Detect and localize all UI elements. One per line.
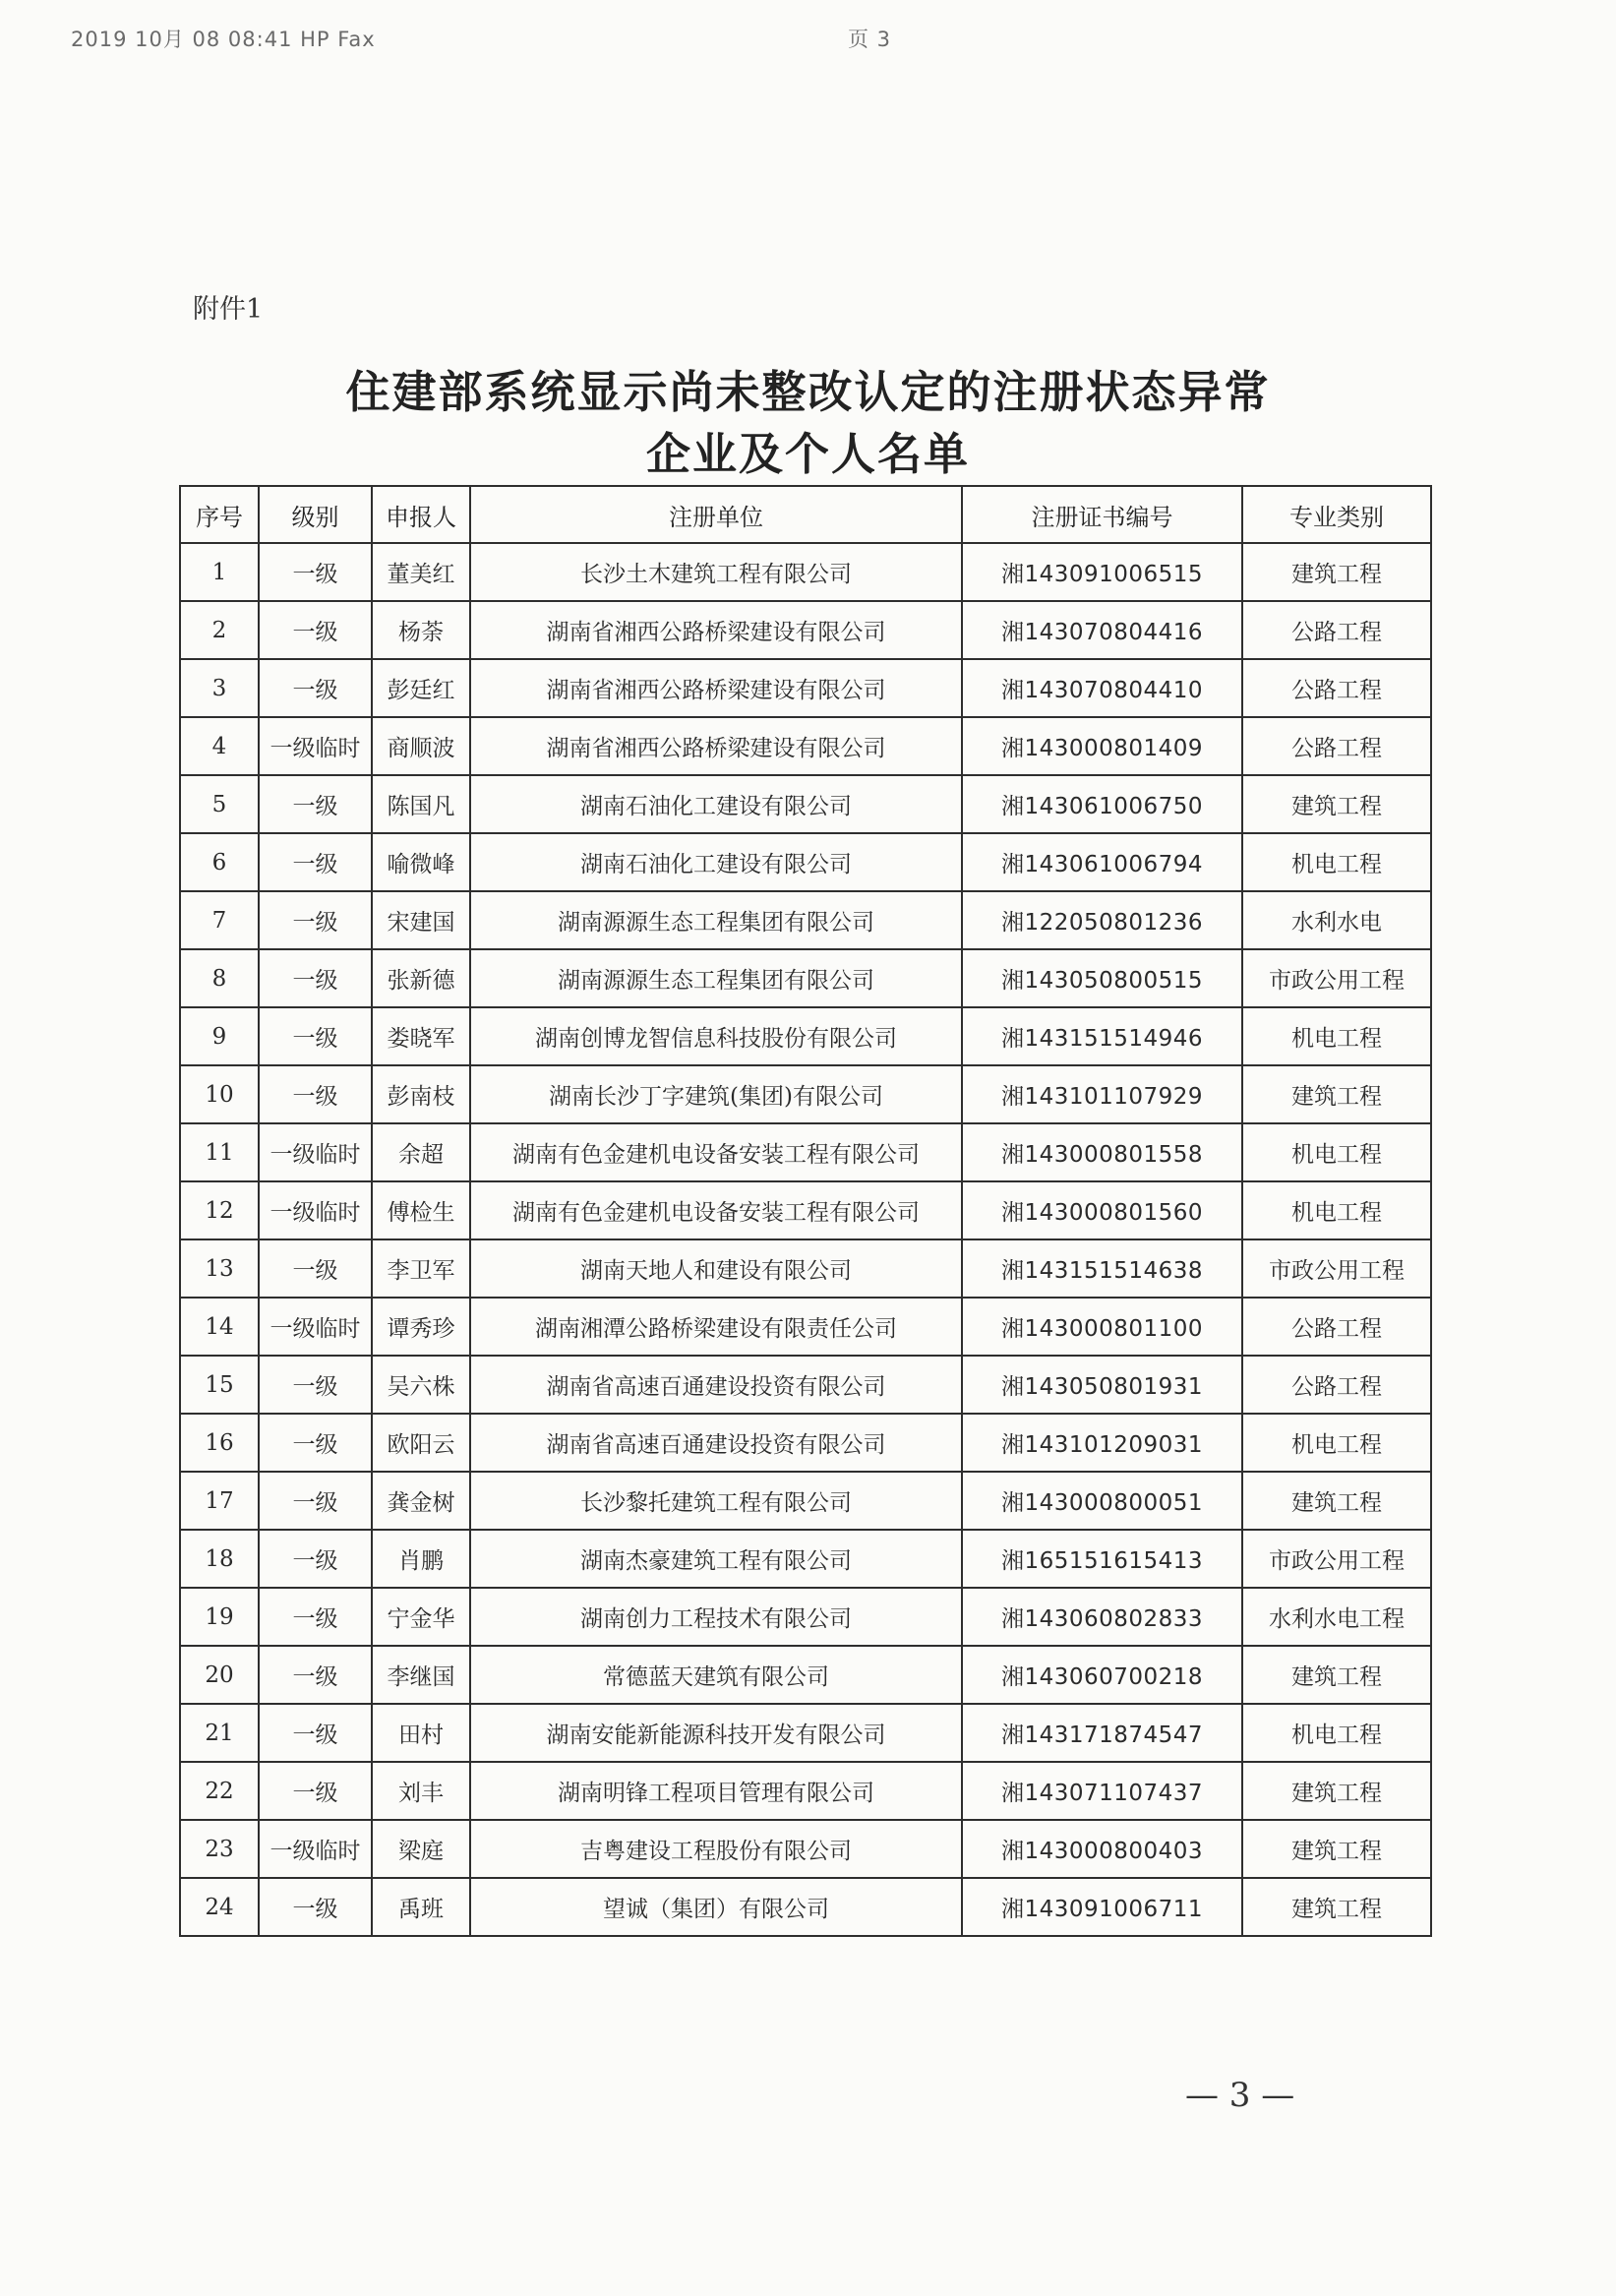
cell-level: 一级 xyxy=(259,891,372,949)
cell-no: 6 xyxy=(180,833,259,891)
table-row xyxy=(180,1820,1431,1878)
cell-cert: 湘165151615413 xyxy=(962,1530,1242,1588)
cell-no: 18 xyxy=(180,1530,259,1588)
table-row xyxy=(180,1646,1431,1704)
table-row xyxy=(180,1007,1431,1065)
cell-no: 13 xyxy=(180,1239,259,1298)
cell-unit: 湖南石油化工建设有限公司 xyxy=(470,775,962,833)
page-number: — 3 — xyxy=(1185,2076,1295,2115)
cell-no: 17 xyxy=(180,1472,259,1530)
header-cell-no: 序号 xyxy=(180,486,259,543)
cell-category: 公路工程 xyxy=(1242,717,1431,775)
cell-level: 一级 xyxy=(259,1239,372,1298)
header-cell-cert: 注册证书编号 xyxy=(962,486,1242,543)
cell-level: 一级 xyxy=(259,601,372,659)
table-row xyxy=(180,1704,1431,1762)
cell-name: 彭廷红 xyxy=(372,659,470,717)
cell-level: 一级 xyxy=(259,1878,372,1936)
cell-name: 宁金华 xyxy=(372,1588,470,1646)
cell-unit: 湖南安能新能源科技开发有限公司 xyxy=(470,1704,962,1762)
cell-cert: 湘143060802833 xyxy=(962,1588,1242,1646)
cell-name: 杨荼 xyxy=(372,601,470,659)
cell-cert: 湘143000800051 xyxy=(962,1472,1242,1530)
attachment-label: 附件1 xyxy=(193,294,264,325)
cell-name: 董美红 xyxy=(372,543,470,601)
table-row xyxy=(180,543,1431,601)
cell-category: 公路工程 xyxy=(1242,1356,1431,1414)
cell-name: 娄晓军 xyxy=(372,1007,470,1065)
cell-unit: 长沙土木建筑工程有限公司 xyxy=(470,543,962,601)
table-row xyxy=(180,833,1431,891)
cell-level: 一级 xyxy=(259,1065,372,1123)
cell-cert: 湘143000801409 xyxy=(962,717,1242,775)
cell-unit: 湖南省湘西公路桥梁建设有限公司 xyxy=(470,717,962,775)
table-row xyxy=(180,1181,1431,1239)
registration-table xyxy=(179,485,1432,1937)
cell-unit: 湖南省湘西公路桥梁建设有限公司 xyxy=(470,601,962,659)
cell-no: 24 xyxy=(180,1878,259,1936)
table-header xyxy=(180,486,1431,543)
cell-no: 15 xyxy=(180,1356,259,1414)
cell-category: 建筑工程 xyxy=(1242,775,1431,833)
table-row xyxy=(180,775,1431,833)
table-row xyxy=(180,1472,1431,1530)
cell-category: 建筑工程 xyxy=(1242,1820,1431,1878)
fax-page-label: 页 3 xyxy=(848,28,892,51)
table-row xyxy=(180,1298,1431,1356)
cell-no: 1 xyxy=(180,543,259,601)
cell-level: 一级临时 xyxy=(259,1820,372,1878)
table-row xyxy=(180,1356,1431,1414)
cell-no: 19 xyxy=(180,1588,259,1646)
cell-level: 一级 xyxy=(259,1530,372,1588)
cell-category: 机电工程 xyxy=(1242,833,1431,891)
cell-unit: 湖南有色金建机电设备安装工程有限公司 xyxy=(470,1123,962,1181)
cell-level: 一级临时 xyxy=(259,1123,372,1181)
cell-level: 一级临时 xyxy=(259,717,372,775)
cell-category: 水利水电工程 xyxy=(1242,1588,1431,1646)
cell-category: 市政公用工程 xyxy=(1242,949,1431,1007)
cell-category: 建筑工程 xyxy=(1242,1065,1431,1123)
cell-cert: 湘143000801100 xyxy=(962,1298,1242,1356)
table-row xyxy=(180,1239,1431,1298)
cell-name: 肖鹏 xyxy=(372,1530,470,1588)
cell-name: 欧阳云 xyxy=(372,1414,470,1472)
cell-unit: 湖南创力工程技术有限公司 xyxy=(470,1588,962,1646)
cell-name: 刘丰 xyxy=(372,1762,470,1820)
header-row xyxy=(180,486,1431,543)
header-cell-name: 申报人 xyxy=(372,486,470,543)
table-row xyxy=(180,949,1431,1007)
cell-level: 一级 xyxy=(259,1704,372,1762)
cell-cert: 湘143070804416 xyxy=(962,601,1242,659)
cell-no: 21 xyxy=(180,1704,259,1762)
cell-unit: 湖南天地人和建设有限公司 xyxy=(470,1239,962,1298)
cell-no: 14 xyxy=(180,1298,259,1356)
table-row xyxy=(180,601,1431,659)
cell-cert: 湘143091006711 xyxy=(962,1878,1242,1936)
cell-level: 一级 xyxy=(259,1007,372,1065)
cell-unit: 湖南长沙丁字建筑(集团)有限公司 xyxy=(470,1065,962,1123)
cell-no: 23 xyxy=(180,1820,259,1878)
cell-name: 李卫军 xyxy=(372,1239,470,1298)
cell-level: 一级 xyxy=(259,1356,372,1414)
header-cell-category: 专业类别 xyxy=(1242,486,1431,543)
cell-no: 22 xyxy=(180,1762,259,1820)
cell-unit: 常德蓝天建筑有限公司 xyxy=(470,1646,962,1704)
cell-cert: 湘143101209031 xyxy=(962,1414,1242,1472)
cell-cert: 湘143151514946 xyxy=(962,1007,1242,1065)
table-row xyxy=(180,1414,1431,1472)
document-title-line2: 企业及个人名单 xyxy=(645,428,970,480)
cell-category: 机电工程 xyxy=(1242,1123,1431,1181)
cell-cert: 湘143091006515 xyxy=(962,543,1242,601)
cell-unit: 湖南省湘西公路桥梁建设有限公司 xyxy=(470,659,962,717)
cell-category: 机电工程 xyxy=(1242,1007,1431,1065)
table-row xyxy=(180,1065,1431,1123)
cell-unit: 湖南有色金建机电设备安装工程有限公司 xyxy=(470,1181,962,1239)
cell-name: 喻微峰 xyxy=(372,833,470,891)
cell-level: 一级 xyxy=(259,1762,372,1820)
cell-unit: 湖南明锋工程项目管理有限公司 xyxy=(470,1762,962,1820)
cell-category: 机电工程 xyxy=(1242,1704,1431,1762)
cell-name: 梁庭 xyxy=(372,1820,470,1878)
table-row xyxy=(180,717,1431,775)
cell-cert: 湘143061006794 xyxy=(962,833,1242,891)
cell-no: 7 xyxy=(180,891,259,949)
cell-level: 一级 xyxy=(259,659,372,717)
cell-cert: 湘143050801931 xyxy=(962,1356,1242,1414)
cell-category: 建筑工程 xyxy=(1242,1878,1431,1936)
cell-name: 宋建国 xyxy=(372,891,470,949)
cell-no: 16 xyxy=(180,1414,259,1472)
cell-no: 20 xyxy=(180,1646,259,1704)
cell-name: 谭秀珍 xyxy=(372,1298,470,1356)
cell-cert: 湘143171874547 xyxy=(962,1704,1242,1762)
cell-unit: 湖南杰豪建筑工程有限公司 xyxy=(470,1530,962,1588)
cell-category: 公路工程 xyxy=(1242,601,1431,659)
cell-level: 一级 xyxy=(259,833,372,891)
cell-unit: 湖南湘潭公路桥梁建设有限责任公司 xyxy=(470,1298,962,1356)
cell-unit: 吉粤建设工程股份有限公司 xyxy=(470,1820,962,1878)
cell-level: 一级 xyxy=(259,543,372,601)
cell-unit: 湖南省高速百通建设投资有限公司 xyxy=(470,1414,962,1472)
cell-cert: 湘143000801560 xyxy=(962,1181,1242,1239)
cell-category: 机电工程 xyxy=(1242,1414,1431,1472)
cell-name: 商顺波 xyxy=(372,717,470,775)
table-row xyxy=(180,1762,1431,1820)
cell-category: 市政公用工程 xyxy=(1242,1530,1431,1588)
cell-category: 公路工程 xyxy=(1242,659,1431,717)
cell-level: 一级 xyxy=(259,1646,372,1704)
cell-name: 张新德 xyxy=(372,949,470,1007)
cell-category: 建筑工程 xyxy=(1242,1472,1431,1530)
cell-unit: 湖南石油化工建设有限公司 xyxy=(470,833,962,891)
table-row xyxy=(180,1588,1431,1646)
table-row xyxy=(180,659,1431,717)
cell-category: 公路工程 xyxy=(1242,1298,1431,1356)
cell-category: 建筑工程 xyxy=(1242,543,1431,601)
cell-unit: 湖南源源生态工程集团有限公司 xyxy=(470,891,962,949)
cell-level: 一级 xyxy=(259,1414,372,1472)
cell-category: 水利水电 xyxy=(1242,891,1431,949)
table-row xyxy=(180,1878,1431,1936)
cell-cert: 湘122050801236 xyxy=(962,891,1242,949)
cell-unit: 望诚（集团）有限公司 xyxy=(470,1878,962,1936)
cell-cert: 湘143060700218 xyxy=(962,1646,1242,1704)
cell-name: 禹班 xyxy=(372,1878,470,1936)
cell-cert: 湘143151514638 xyxy=(962,1239,1242,1298)
cell-level: 一级 xyxy=(259,949,372,1007)
document-title-line1: 住建部系统显示尚未整改认定的注册状态异常 xyxy=(345,366,1271,418)
cell-name: 李继国 xyxy=(372,1646,470,1704)
cell-unit: 长沙黎托建筑工程有限公司 xyxy=(470,1472,962,1530)
cell-cert: 湘143000801558 xyxy=(962,1123,1242,1181)
cell-category: 建筑工程 xyxy=(1242,1762,1431,1820)
cell-name: 田村 xyxy=(372,1704,470,1762)
cell-no: 2 xyxy=(180,601,259,659)
table-row xyxy=(180,1123,1431,1181)
cell-level: 一级临时 xyxy=(259,1181,372,1239)
cell-no: 11 xyxy=(180,1123,259,1181)
cell-name: 傅检生 xyxy=(372,1181,470,1239)
fax-header xyxy=(71,24,892,53)
cell-category: 市政公用工程 xyxy=(1242,1239,1431,1298)
cell-name: 陈国凡 xyxy=(372,775,470,833)
cell-cert: 湘143000800403 xyxy=(962,1820,1242,1878)
cell-name: 余超 xyxy=(372,1123,470,1181)
cell-unit: 湖南创博龙智信息科技股份有限公司 xyxy=(470,1007,962,1065)
cell-level: 一级 xyxy=(259,1588,372,1646)
cell-category: 机电工程 xyxy=(1242,1181,1431,1239)
cell-category: 建筑工程 xyxy=(1242,1646,1431,1704)
cell-cert: 湘143101107929 xyxy=(962,1065,1242,1123)
cell-no: 12 xyxy=(180,1181,259,1239)
cell-no: 9 xyxy=(180,1007,259,1065)
cell-no: 8 xyxy=(180,949,259,1007)
fax-datetime: 2019 10月 08 08:41 HP Fax xyxy=(71,28,376,51)
cell-level: 一级 xyxy=(259,1472,372,1530)
cell-name: 彭南枝 xyxy=(372,1065,470,1123)
cell-level: 一级 xyxy=(259,775,372,833)
cell-cert: 湘143071107437 xyxy=(962,1762,1242,1820)
cell-level: 一级临时 xyxy=(259,1298,372,1356)
cell-unit: 湖南源源生态工程集团有限公司 xyxy=(470,949,962,1007)
header-cell-unit: 注册单位 xyxy=(470,486,962,543)
cell-cert: 湘143070804410 xyxy=(962,659,1242,717)
table-body xyxy=(180,543,1431,1936)
cell-cert: 湘143050800515 xyxy=(962,949,1242,1007)
cell-no: 3 xyxy=(180,659,259,717)
header-cell-level: 级别 xyxy=(259,486,372,543)
cell-no: 5 xyxy=(180,775,259,833)
cell-name: 吴六株 xyxy=(372,1356,470,1414)
cell-no: 10 xyxy=(180,1065,259,1123)
table-row xyxy=(180,1530,1431,1588)
table-row xyxy=(180,891,1431,949)
cell-cert: 湘143061006750 xyxy=(962,775,1242,833)
cell-unit: 湖南省高速百通建设投资有限公司 xyxy=(470,1356,962,1414)
cell-no: 4 xyxy=(180,717,259,775)
cell-name: 龚金树 xyxy=(372,1472,470,1530)
